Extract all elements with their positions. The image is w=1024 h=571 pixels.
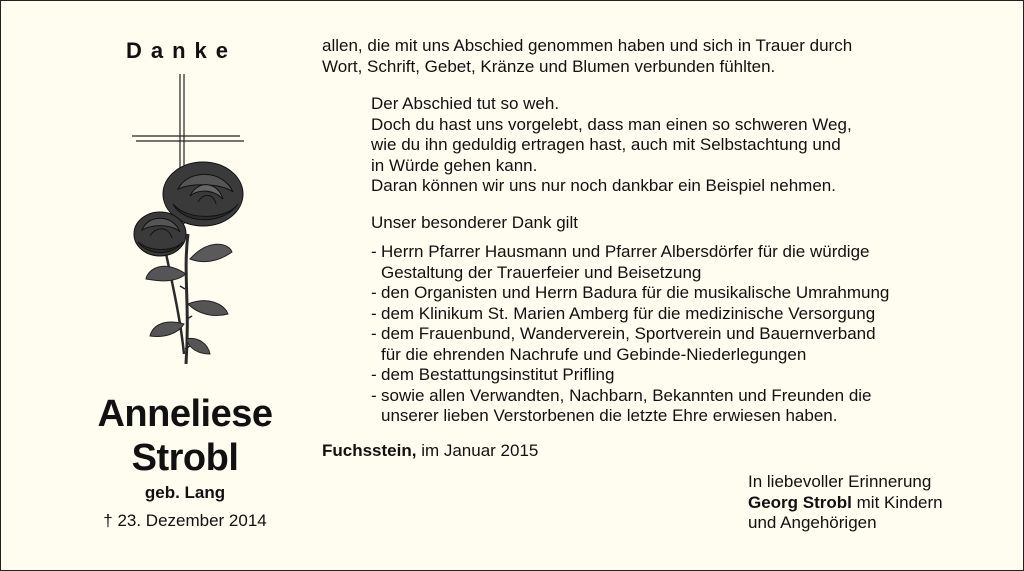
place-and-date: [322, 441, 538, 462]
poem-text: [371, 94, 852, 197]
poem-line: Der Abschied tut so weh.: [371, 94, 560, 113]
cross-with-roses-image: [128, 74, 258, 374]
death-date-text: 23. Dezember 2014: [117, 511, 267, 530]
death-date: [70, 511, 300, 531]
deceased-last-name: Strobl: [131, 437, 239, 479]
thanks-heading: Danke: [126, 38, 238, 63]
list-item-line: für die ehrenden Nachrufe und Gebinde-Niederlegungen: [381, 344, 807, 364]
list-dash: -: [371, 385, 377, 405]
list-item: [371, 283, 889, 304]
list-item-line: Herrn Pfarrer Hausmann und Pfarrer Albersdörfer für die würdige: [381, 242, 870, 261]
list-item: [371, 324, 889, 365]
intro-line: Wort, Schrift, Gebet, Kränze und Blumen verbunden fühlten.: [322, 56, 776, 76]
rose-icon: [134, 162, 243, 364]
list-item-line: unserer lieben Verstorbenen die letzte Ehre erwiesen haben.: [381, 406, 838, 425]
list-item: [371, 242, 889, 283]
list-item-line: dem Frauenbund, Wanderverein, Sportverein und Bauernverband: [381, 324, 876, 343]
list-item: [371, 386, 889, 427]
signature-line: und Angehörigen: [748, 513, 877, 532]
poem-line: Doch du hast uns vorgelebt, dass man einen so schweren Weg,: [371, 114, 852, 134]
list-dash: -: [371, 324, 377, 343]
list-item-line: dem Bestattungsinstitut Prifling: [381, 365, 615, 384]
list-dash: -: [371, 365, 377, 384]
poem-line: in Würde gehen kann.: [371, 155, 538, 175]
birth-name: geb. Lang: [144, 483, 226, 502]
notice-date: im Januar 2015: [416, 441, 539, 460]
signature-rest: mit Kindern: [851, 492, 943, 512]
thanks-list: [371, 242, 889, 427]
death-symbol: †: [103, 511, 113, 530]
list-item: [371, 365, 889, 386]
signer-name: Georg Strobl: [748, 492, 852, 512]
list-dash: -: [371, 303, 377, 323]
poem-line: Daran können wir uns nur noch dankbar ein Beispiel nehmen.: [371, 176, 836, 195]
intro-line: allen, die mit uns Abschied genommen haben und sich in Trauer durch: [322, 36, 853, 55]
signature-line: [748, 493, 943, 514]
special-thanks-heading: Unser besonderer Dank gilt: [371, 213, 578, 232]
signature-block: [748, 472, 943, 534]
place-name: Fuchsstein,: [322, 441, 417, 460]
list-dash: -: [371, 283, 377, 302]
list-item-line: Gestaltung der Trauerfeier und Beisetzung: [381, 262, 702, 282]
intro-text: [322, 36, 852, 77]
poem-line: wie du ihn geduldig ertragen hast, auch mit Selbstachtung und: [371, 135, 841, 154]
deceased-first-name: Anneliese: [97, 393, 273, 435]
signature-line: In liebevoller Erinnerung: [748, 472, 932, 491]
list-item-line: dem Klinikum St. Marien Amberg für die medizinische Versorgung: [381, 303, 876, 323]
list-item-line: sowie allen Verwandten, Nachbarn, Bekannten und Freunden die: [381, 385, 872, 405]
list-item-line: den Organisten und Herrn Badura für die musikalische Umrahmung: [381, 283, 890, 302]
deceased-name: [70, 392, 300, 480]
list-dash: -: [371, 242, 377, 261]
list-item: [371, 304, 889, 325]
